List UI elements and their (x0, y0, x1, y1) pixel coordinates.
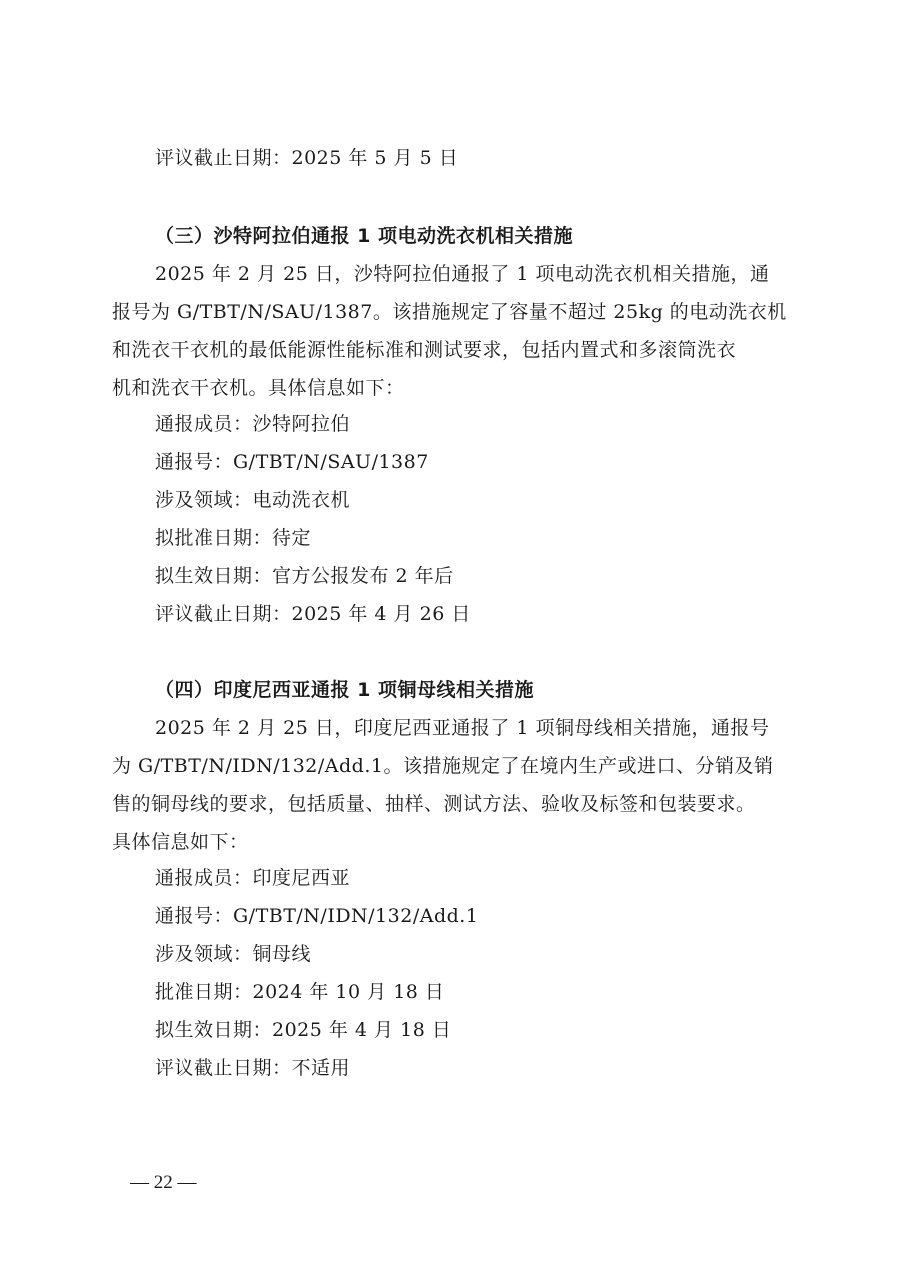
section-4-paragraph-line: 2025 年 2 月 25 日，印度尼西亚通报了 1 项铜母线相关措施，通报号 (155, 717, 770, 739)
section-4-notifying-member: 通报成员：印度尼西亚 (155, 867, 351, 889)
section-3-paragraph-line: 和洗衣干衣机的最低能源性能标准和测试要求，包括内置式和多滚筒洗衣 (112, 339, 737, 361)
section-4-field-covered: 涉及领域：铜母线 (155, 943, 312, 965)
section-3-field-covered: 涉及领域：电动洗衣机 (155, 489, 351, 511)
section-3-paragraph-line: 报号为 G/TBT/N/SAU/1387。该措施规定了容量不超过 25kg 的电动洗衣机 (112, 301, 787, 323)
section-4-effective-date: 拟生效日期：2025 年 4 月 18 日 (155, 1019, 452, 1041)
section-4-notification-number: 通报号：G/TBT/N/IDN/132/Add.1 (155, 905, 479, 927)
section-4-comment-deadline: 评议截止日期：不适用 (155, 1057, 351, 1079)
section-3-notifying-member: 通报成员：沙特阿拉伯 (155, 413, 351, 435)
section-3-approval-date: 拟批准日期：待定 (155, 527, 312, 549)
section-4-paragraph-line: 具体信息如下： (112, 831, 249, 853)
section-4-paragraph-line: 为 G/TBT/N/IDN/132/Add.1。该措施规定了在境内生产或进口、分销及销 (112, 755, 774, 777)
section-3-heading: （三）沙特阿拉伯通报 1 项电动洗衣机相关措施 (155, 225, 573, 247)
previous-section-deadline: 评议截止日期：2025 年 5 月 5 日 (155, 147, 459, 169)
section-3-comment-deadline: 评议截止日期：2025 年 4 月 26 日 (155, 603, 471, 625)
page-number: — 22 — (130, 1172, 197, 1193)
section-4-paragraph-line: 售的铜母线的要求，包括质量、抽样、测试方法、验收及标签和包装要求。 (112, 793, 756, 815)
section-3-paragraph-line: 机和洗衣干衣机。具体信息如下： (112, 377, 405, 399)
section-3-notification-number: 通报号：G/TBT/N/SAU/1387 (155, 451, 429, 473)
section-3-effective-date: 拟生效日期：官方公报发布 2 年后 (155, 565, 454, 587)
section-4-approval-date: 批准日期：2024 年 10 月 18 日 (155, 981, 445, 1003)
section-3-paragraph-line: 2025 年 2 月 25 日，沙特阿拉伯通报了 1 项电动洗衣机相关措施，通 (155, 263, 770, 285)
section-4-heading: （四）印度尼西亚通报 1 项铜母线相关措施 (155, 679, 534, 701)
